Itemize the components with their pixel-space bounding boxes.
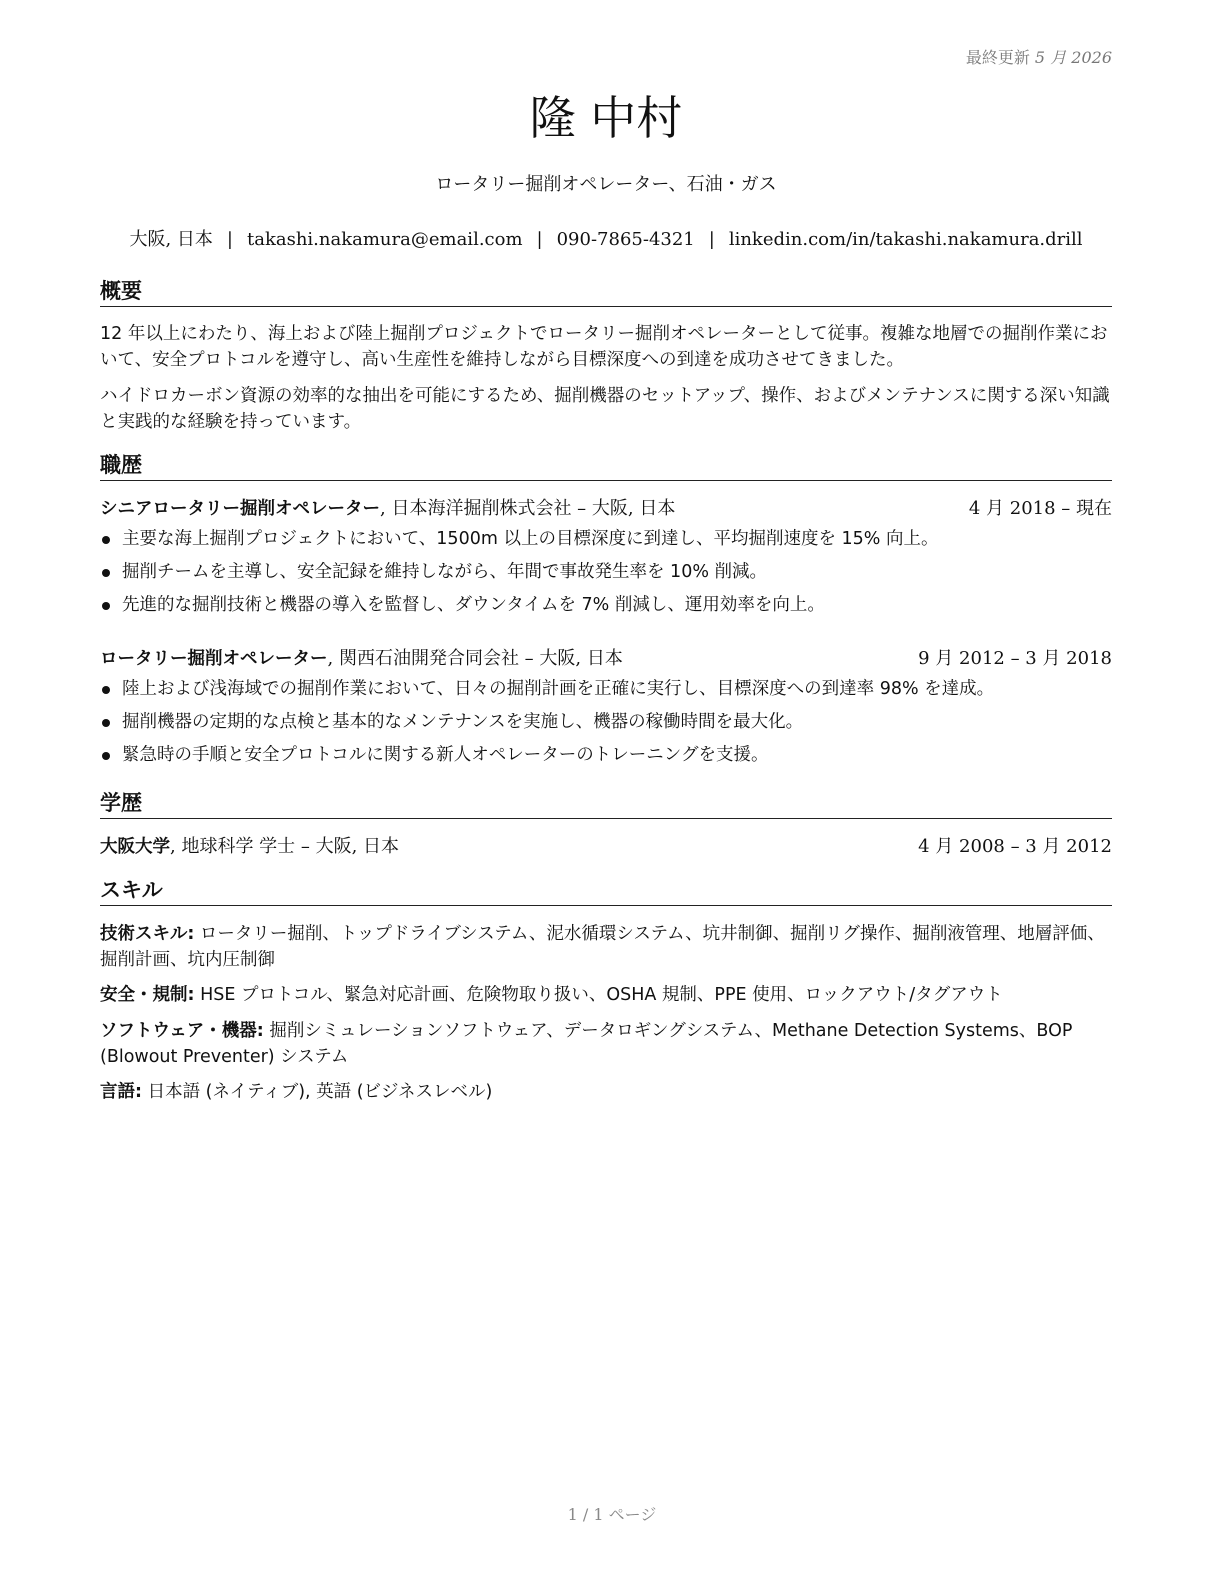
skill-row — [100, 921, 1112, 973]
bullet-icon — [102, 719, 110, 727]
list-item — [100, 739, 1112, 772]
contact-phone: 090-7865-4321 — [556, 229, 695, 250]
job-dates: 4 月 2018 – 現在 — [968, 498, 1112, 519]
contact-line — [100, 225, 1112, 251]
bullet-icon — [102, 536, 110, 544]
bullet-icon — [102, 569, 110, 577]
last-updated — [966, 45, 1112, 68]
skill-value: HSE プロトコル、緊急対応計画、危険物取り扱い、OSHA 規制、PPE 使用、ロックアウト/タグアウト — [194, 985, 1003, 1005]
contact-email-link[interactable]: takashi.nakamura@email.com — [246, 229, 523, 250]
bullet-text: 掘削チームを主導し、安全記録を維持しながら、年間で事故発生率を 10% 削減。 — [122, 562, 768, 582]
page-number: 1 / 1 ページ — [567, 1505, 657, 1524]
job-dates: 9 月 2012 – 3 月 2018 — [918, 648, 1112, 669]
summary-paragraph: ハイドロカーボン資源の効率的な抽出を可能にするため、掘削機器のセットアップ、操作、およびメンテナンスに関する深い知識と実践的な経験を持っています。 — [100, 386, 1110, 432]
bullet-icon — [102, 602, 110, 610]
summary-paragraph: 12 年以上にわたり、海上および陸上掘削プロジェクトでロータリー掘削オペレーターとして従事。複雑な地層での掘削作業において、安全プロトコルを遵守し、高い生産性を維持しながら目標深度への到達を成功させてきました。 — [100, 324, 1108, 370]
section-heading-summary: 概要 — [100, 278, 1112, 307]
skill-row — [100, 1079, 1112, 1105]
skill-row — [100, 982, 1112, 1008]
skill-label: 技術スキル: — [100, 924, 195, 944]
job-title: ロータリー掘削オペレーター — [100, 649, 328, 669]
bullet-icon — [102, 752, 110, 760]
section-heading-skills: スキル — [100, 877, 1112, 906]
skill-label: ソフトウェア・機器: — [100, 1021, 264, 1041]
skill-value: 掘削シミュレーションソフトウェア、データロギングシステム、Methane Detection Systems、BOP (Blowout Preventer) システム — [100, 1021, 1073, 1067]
bullet-text: 掘削機器の定期的な点検と基本的なメンテナンスを実施し、機器の稼働時間を最大化。 — [122, 712, 804, 732]
education-entry — [100, 835, 1112, 859]
contact-separator: | — [708, 229, 715, 250]
skill-label: 言語: — [100, 1082, 142, 1102]
list-item — [100, 523, 1112, 556]
job-header — [100, 497, 1112, 521]
contact-separator: | — [226, 229, 233, 250]
job-bullets — [100, 523, 1112, 622]
job-header — [100, 647, 1112, 671]
school-name: 大阪大学 — [100, 837, 170, 857]
skill-label: 安全・規制: — [100, 985, 195, 1005]
last-updated-date: 5 月 2026 — [1034, 48, 1112, 67]
list-item — [100, 556, 1112, 589]
job-company: , 関西石油開発合同会社 – 大阪, 日本 — [327, 648, 623, 669]
contact-location: 大阪, 日本 — [129, 229, 213, 250]
contact-separator: | — [536, 229, 543, 250]
job-bullets — [100, 673, 1112, 772]
bullet-text: 先進的な掘削技術と機器の導入を監督し、ダウンタイムを 7% 削減し、運用効率を向上。 — [122, 595, 825, 615]
list-item — [100, 706, 1112, 739]
bullet-icon — [102, 686, 110, 694]
skill-value: ロータリー掘削、トップドライブシステム、泥水循環システム、坑井制御、掘削リグ操作、掘削液管理、地層評価、掘削計画、坑内圧制御 — [100, 924, 1105, 970]
job-company: , 日本海洋掘削株式会社 – 大阪, 日本 — [380, 498, 676, 519]
list-item — [100, 673, 1112, 706]
degree: , 地球科学 学士 – 大阪, 日本 — [170, 836, 400, 857]
contact-linkedin-link[interactable]: linkedin.com/in/takashi.nakamura.drill — [728, 229, 1083, 250]
list-item — [100, 589, 1112, 622]
last-updated-label: 最終更新 — [965, 48, 1030, 67]
education-dates: 4 月 2008 – 3 月 2012 — [918, 836, 1112, 857]
bullet-text: 主要な海上掘削プロジェクトにおいて、1500m 以上の目標深度に到達し、平均掘削速度を 15% 向上。 — [122, 529, 939, 549]
candidate-name: 隆 中村 — [529, 91, 683, 145]
job-title: シニアロータリー掘削オペレーター — [100, 499, 380, 519]
skill-value: 日本語 (ネイティブ), 英語 (ビジネスレベル) — [142, 1082, 493, 1102]
candidate-title: ロータリー掘削オペレーター、石油・ガス — [435, 174, 777, 195]
section-heading-experience: 職歴 — [100, 452, 1112, 481]
bullet-text: 緊急時の手順と安全プロトコルに関する新人オペレーターのトレーニングを支援。 — [122, 745, 769, 765]
section-heading-education: 学歴 — [100, 790, 1112, 819]
bullet-text: 陸上および浅海域での掘削作業において、日々の掘削計画を正確に実行し、目標深度への到達率 98% を達成。 — [122, 679, 995, 699]
skill-row — [100, 1018, 1112, 1070]
